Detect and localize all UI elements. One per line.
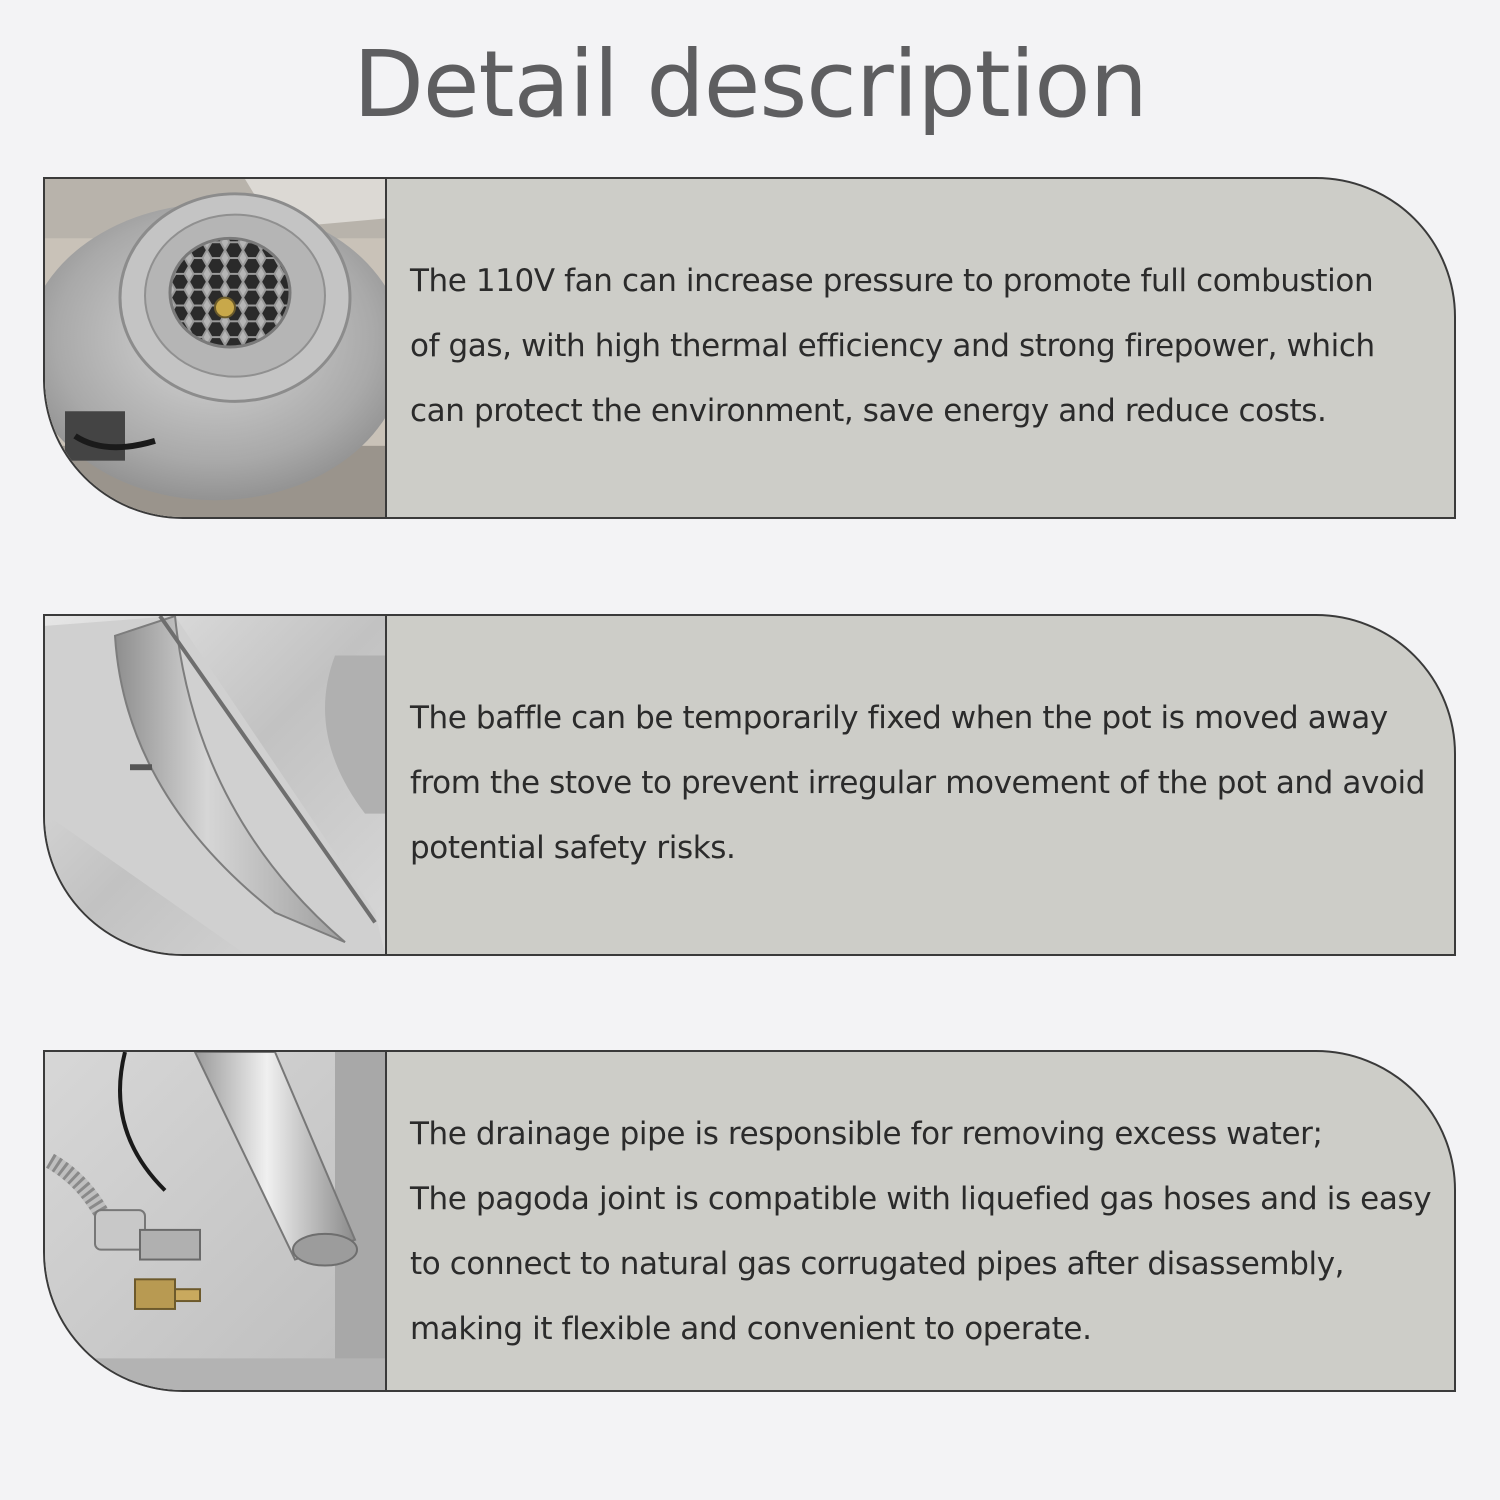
feature-card-drainage <box>43 1050 1456 1392</box>
feature-line: The drainage pipe is responsible for removing excess water; <box>410 1116 1323 1152</box>
feature-line: The baffle can be temporarily fixed when the pot is moved away <box>410 700 1388 736</box>
feature-text-fan <box>410 249 1436 444</box>
feature-line: of gas, with high thermal efficiency and strong firepower, which <box>410 328 1375 364</box>
feature-card-fan <box>43 177 1456 519</box>
feature-line: potential safety risks. <box>410 830 736 866</box>
feature-line: making it flexible and convenient to operate. <box>410 1311 1092 1347</box>
feature-line: can protect the environment, save energy and reduce costs. <box>410 393 1327 429</box>
feature-card-baffle <box>43 614 1456 956</box>
baffle-photo <box>45 616 387 954</box>
feature-text-drainage <box>410 1102 1436 1362</box>
feature-text-baffle <box>410 686 1436 881</box>
feature-line: The pagoda joint is compatible with liquefied gas hoses and is easy <box>410 1181 1432 1217</box>
fan-photo <box>45 179 387 517</box>
feature-line: The 110V fan can increase pressure to promote full combustion <box>410 263 1374 299</box>
feature-line: to connect to natural gas corrugated pipes after disassembly, <box>410 1246 1345 1282</box>
feature-line: from the stove to prevent irregular movement of the pot and avoid <box>410 765 1426 801</box>
drainage-pipe-photo <box>45 1052 387 1390</box>
page-title: Detail description <box>353 31 1147 138</box>
